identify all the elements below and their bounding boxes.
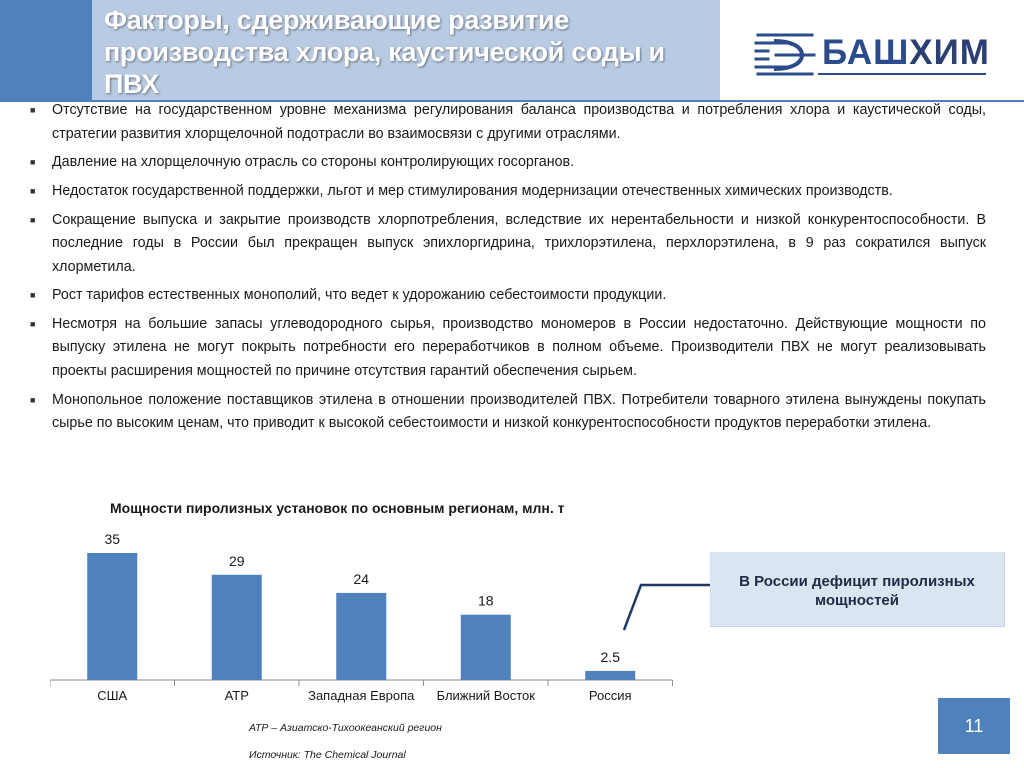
data-label: 18 [477,592,494,609]
bar [585,671,635,680]
logo-text-part1: БАШ [822,33,910,72]
callout-text: В России дефицит пиролизных мощностей [739,573,975,609]
data-label: 35 [104,531,121,547]
logo-emblem-icon [752,27,818,79]
list-item [30,99,986,146]
bullet-icon: ■ [30,290,36,301]
logo-underline [818,73,986,75]
list-item-text: Сокращение выпуска и закрытие производств хлорпотребления, вследствие их нерентабельности и низкой конкурентоспособности. В последние годы в России был прекращен выпуск эпихлоргидрина, трихлорэтилена, перхлорэтилена, в 9 раз сократился выпуск хлорметила. [52,211,986,275]
list-item-text: Несмотря на большие запасы углеводородного сырья, производство мономеров в России недостаточно. Действующие мощности по выпуску этилена не могут покрыть потребности его переработчиков в полном объеме. Производители ПВХ не могут реализовывать проекты расширения мощностей по причине отсутствия гарантий обеспечения сырьем. [52,315,986,379]
data-label: 2.5 [600,648,620,665]
bullet-icon: ■ [30,318,36,329]
list-item [30,284,986,308]
bar [212,575,262,680]
x-tick-label: Ближний Восток [436,688,535,703]
footnote-abbreviation: АТР – Азиатско-Тихоокеанский регион [249,722,442,734]
bar [87,553,137,680]
list-item [30,209,986,280]
list-item [30,313,986,384]
x-tick-label: Западная Европа [308,688,415,703]
list-item [30,151,986,175]
list-item-text: Недостаток государственной поддержки, льгот и мер стимулирования модернизации отечественных химических производств. [52,182,893,199]
list-item-text: Отсутствие на государственном уровне механизма регулирования баланса производства и потребления хлора и каустической соды, стратегии развития хлорщелочной подотрасли во взаимосвязи с другими отраслями. [52,102,986,142]
x-tick-label: Россия [588,688,632,703]
bullet-icon: ■ [30,394,36,405]
data-label: 29 [228,552,245,569]
bullet-icon: ■ [30,214,36,225]
list-item [30,389,986,436]
list-item-text: Рост тарифов естественных монополий, что ведет к удорожанию себестоимости продукции. [52,287,667,304]
list-item [30,180,986,204]
header-accent-block [0,0,92,100]
bar [336,593,386,680]
page-number: 11 [938,698,1010,754]
x-tick-label: АТР [224,688,249,703]
bullet-icon: ■ [30,157,36,168]
chart-plot [50,528,690,708]
data-label: 24 [353,570,370,587]
x-tick-label: США [97,688,128,703]
list-item-text: Монопольное положение поставщиков этилена в отношении производителей ПВХ. Потребители товарного этилена вынуждены покупать сырье по высоким ценам, что приводит к высокой себестоимости и низкой конкурентоспособности продуктов переработки этилена. [52,391,986,432]
logo-text-part2: ХИМ [909,33,990,72]
capacity-bar-chart [50,528,690,708]
list-item-text: Давление на хлорщелочную отрасль со стороны контролирующих госорганов. [52,154,575,171]
callout-box [710,552,1005,627]
chart-title: Мощности пиролизных установок по основным регионам, млн. т [110,500,565,516]
bar [461,615,511,680]
bullet-icon: ■ [30,185,36,196]
bashkhim-logo [752,26,992,80]
factors-list [30,99,986,441]
bullet-icon: ■ [30,105,36,115]
slide-title: Факторы, сдерживающие развитие производства хлора, каустической соды и ПВХ [104,5,665,99]
footnote-source: Источник: The Chemical Journal [249,749,406,761]
